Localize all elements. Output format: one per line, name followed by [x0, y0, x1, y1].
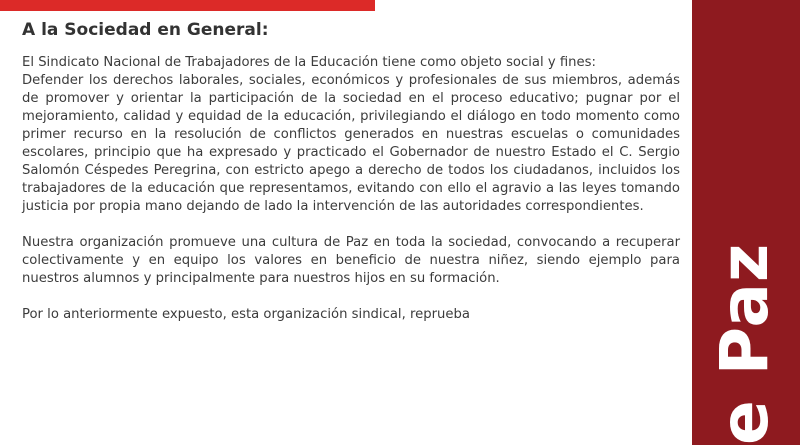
- letter-paragraph-1: Defender los derechos laborales, sociales, económicos y profesionales de sus miembros, además de promover y orientar la participación de la sociedad en el proceso educativo; pugnar por el mejoramiento, calidad y equidad de la educación, privilegiando el diálogo en todo momento como primer recurso en la resolución de conflictos generados en nuestras escuelas o comunidades escolares, principio que ha expresado y practicado el Gobernador de nuestro Estado el C. Sergio Salomón Céspedes Peregrina, con estricto apego a derecho de todos los ciudadanos, incluidos los trabajadores de la educación que representamos, evitando con ello el agravio a las leyes tomando justicia por propia mano dejando de lado la intervención de las autoridades correspondientes.: [22, 73, 680, 214]
- paragraph-spacer: [22, 216, 680, 234]
- side-banner-text: e Paz: [706, 242, 783, 445]
- letter-body: [22, 20, 680, 324]
- header-accent-bar: [0, 0, 375, 11]
- letter-paragraph-3: Por lo anteriormente expuesto, esta organización sindical, reprueba: [22, 307, 470, 322]
- paragraph-spacer: [22, 288, 680, 306]
- letter-heading: A la Sociedad en General:: [22, 20, 269, 40]
- letter-paragraph-2: Nuestra organización promueve una cultura de Paz en toda la sociedad, convocando a recuperar colectivamente y en equipo los valores en beneficio de nuestra niñez, siendo ejemplo para nuestros alumnos y principalmente para nuestros hijos en su formación.: [22, 235, 680, 286]
- letter-intro: El Sindicato Nacional de Trabajadores de la Educación tiene como objeto social y fines:: [22, 55, 596, 70]
